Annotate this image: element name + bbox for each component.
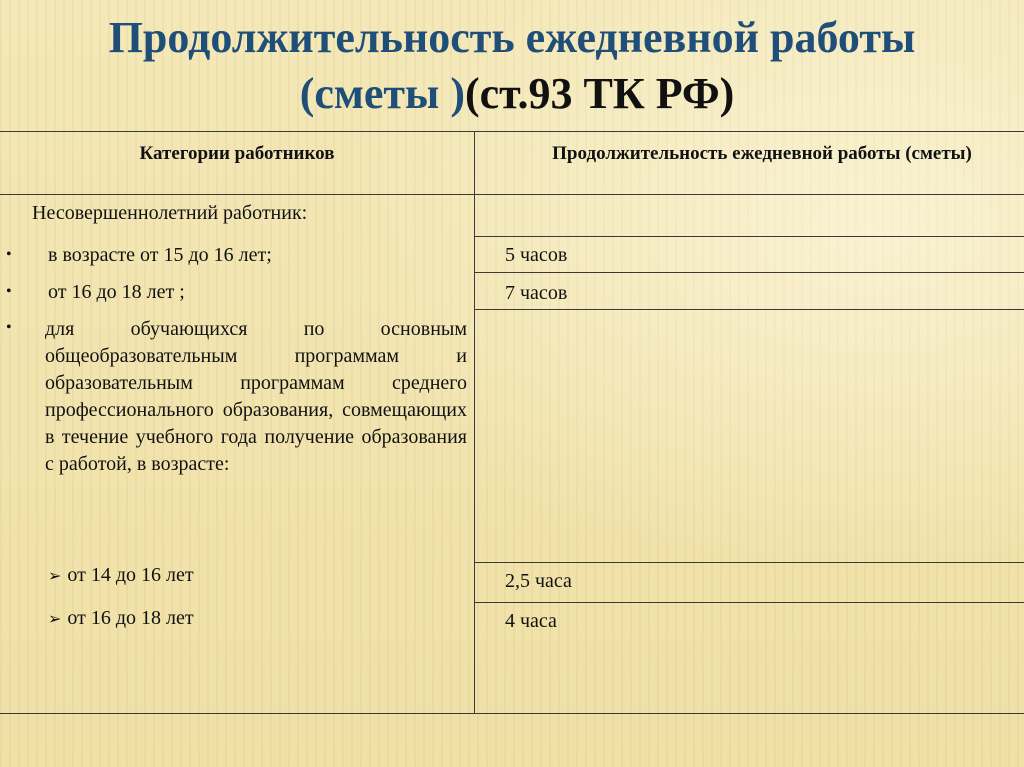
row-student-16-18-label: от 16 до 18 лет: [67, 607, 194, 629]
bullet-icon: •: [6, 283, 12, 300]
row-age-15-16: в возрасте от 15 до 16 лет;: [48, 244, 272, 266]
value-age-16-18: 7 часов: [505, 282, 568, 304]
title-line-1: Продолжительность ежедневной работы: [108, 13, 916, 62]
row-age-16-18: от 16 до 18 лет ;: [48, 281, 185, 303]
header-duration: Продолжительность ежедневной работы (сметы): [552, 143, 972, 164]
row-divider: [474, 272, 1024, 273]
row-student-14-16: [48, 563, 194, 589]
table-border-top: [0, 131, 1024, 132]
arrow-bullet-icon: ➢: [48, 611, 62, 628]
value-student-14-16: 2,5 часа: [505, 570, 572, 592]
bullet-icon: •: [6, 319, 12, 336]
header-categories: Категории работников: [139, 143, 335, 164]
minor-worker-label: Несовершеннолетний работник:: [32, 202, 308, 224]
row-divider: [474, 236, 1024, 237]
title-article-reference: (ст.93 ТК РФ): [465, 69, 735, 118]
row-divider: [474, 602, 1024, 603]
row-divider: [474, 562, 1024, 563]
column-divider: [474, 131, 475, 713]
value-age-15-16: 5 часов: [505, 244, 568, 266]
row-divider: [474, 309, 1024, 310]
row-student-14-16-label: от 14 до 16 лет: [67, 564, 194, 586]
title-line-2-main: (сметы ): [299, 69, 465, 118]
value-student-16-18: 4 часа: [505, 610, 557, 632]
row-students-description: для обучающихся по основным общеобразовательным программам и образовательным программам среднего профессионального образования, совмещающих в течение учебного года получение образования с работой, в возрасте:: [45, 318, 467, 475]
header-divider: [0, 194, 1024, 195]
table-border-bottom: [0, 713, 1024, 714]
row-student-16-18: [48, 606, 194, 632]
bullet-icon: •: [6, 246, 12, 263]
arrow-bullet-icon: ➢: [48, 568, 62, 585]
